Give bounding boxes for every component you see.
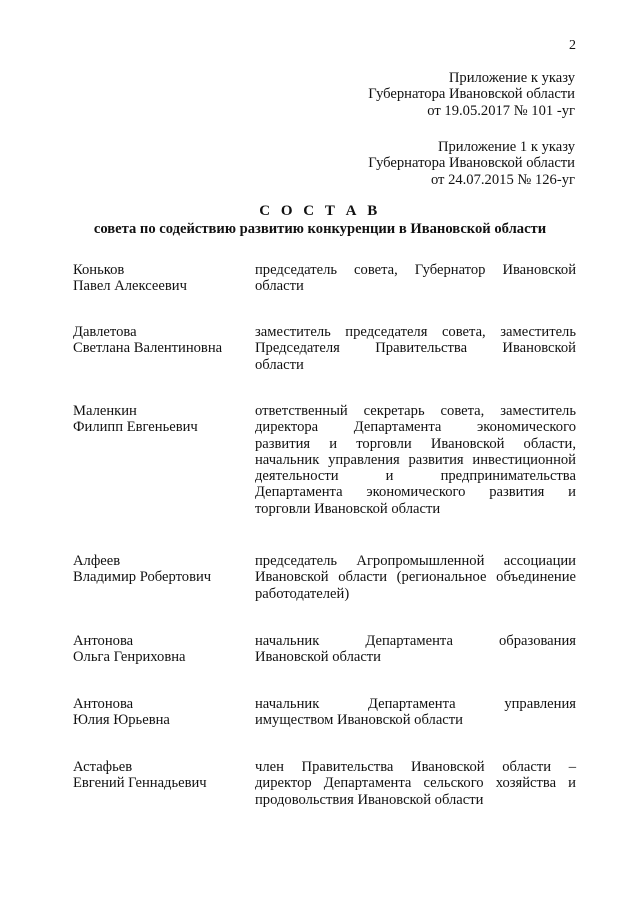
- appendix-line: от 19.05.2017 № 101 -уг: [427, 102, 575, 119]
- member-given-names: Филипп Евгеньевич: [73, 419, 198, 436]
- member-role: [255, 759, 576, 808]
- member-role-line: начальник Департамента образования: [255, 633, 576, 649]
- member-name: [73, 403, 243, 436]
- member-role-line: директора Департамента экономического: [255, 419, 576, 436]
- member-given-names: Юлия Юрьевна: [73, 712, 170, 729]
- appendix-line: Приложение 1 к указу: [437, 139, 575, 155]
- member-role: [255, 403, 576, 517]
- member-role: [255, 553, 576, 602]
- member-role-line: член Правительства Ивановской области –: [255, 759, 576, 775]
- member-role-line: председатель Агропромышленной ассоциации: [255, 553, 576, 569]
- member-surname: Астафьев: [73, 759, 133, 775]
- member-name: [73, 759, 243, 792]
- member-surname: Маленкин: [73, 403, 137, 419]
- member-role-line: области: [255, 356, 304, 373]
- member-role-line: директор Департамента сельского хозяйства и: [255, 775, 576, 792]
- document-subtitle: совета по содействию развитию конкуренции в Ивановской области: [93, 221, 547, 237]
- member-surname: Давлетова: [73, 324, 137, 340]
- appendix-line: Приложение к указу: [448, 70, 575, 86]
- member-role-line: имуществом Ивановской области: [255, 712, 463, 729]
- appendix-line: от 24.07.2015 № 126-уг: [430, 171, 575, 188]
- member-role-line: Департамента экономического развития и: [255, 484, 576, 501]
- member-role-line: Председателя Правительства Ивановской: [255, 340, 576, 357]
- member-role-line: области: [255, 278, 304, 295]
- member-surname: Антонова: [73, 696, 134, 712]
- member-given-names: Евгений Геннадьевич: [73, 775, 207, 792]
- member-role-line: председатель совета, Губернатор Ивановской: [255, 262, 576, 278]
- document-title: С О С Т А В: [259, 203, 381, 219]
- member-role: [255, 324, 576, 373]
- appendix-header-original: [368, 139, 575, 188]
- member-role-line: Ивановской области (региональное объединение: [255, 569, 576, 586]
- member-role-line: ответственный секретарь совета, заместитель: [255, 403, 576, 419]
- member-role-line: деятельности и предпринимательства: [255, 468, 576, 485]
- appendix-line: Губернатора Ивановской области: [368, 155, 575, 172]
- member-given-names: Светлана Валентиновна: [73, 340, 223, 357]
- member-role: [255, 696, 576, 729]
- member-role-line: начальник Департамента управления: [255, 696, 576, 712]
- member-given-names: Павел Алексеевич: [73, 278, 187, 295]
- member-role-line: продовольствия Ивановской области: [255, 791, 484, 808]
- page-number: 2: [569, 38, 576, 53]
- member-name: [73, 262, 243, 295]
- member-name: [73, 696, 243, 729]
- member-name: [73, 553, 243, 586]
- member-name: [73, 324, 243, 357]
- member-name: [73, 633, 243, 666]
- member-role-line: работодателей): [255, 585, 350, 602]
- member-role-line: Ивановской области: [255, 649, 381, 666]
- member-given-names: Ольга Генриховна: [73, 649, 186, 666]
- appendix-line: Губернатора Ивановской области: [368, 86, 575, 103]
- member-role: [255, 262, 576, 295]
- member-role-line: развития и торговли Ивановской области,: [255, 435, 576, 452]
- member-role-line: заместитель председателя совета, заместитель: [255, 324, 576, 340]
- member-role-line: торговли Ивановской области: [255, 500, 441, 517]
- member-role: [255, 633, 576, 666]
- member-surname: Коньков: [73, 262, 125, 278]
- member-given-names: Владимир Робертович: [73, 569, 212, 586]
- member-surname: Антонова: [73, 633, 134, 649]
- member-role-line: начальник управления развития инвестиционной: [255, 451, 576, 468]
- member-surname: Алфеев: [73, 553, 121, 569]
- appendix-header-current: [368, 70, 575, 119]
